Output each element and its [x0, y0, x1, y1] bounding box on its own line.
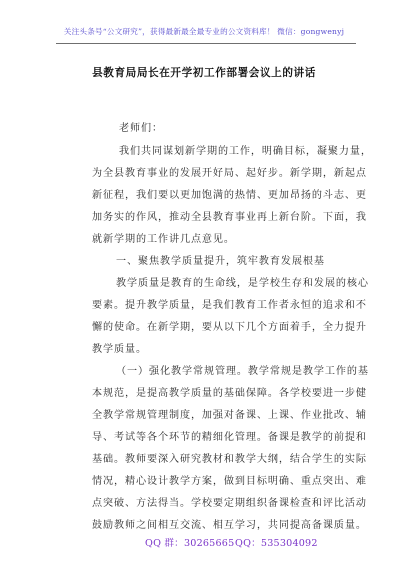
body-line: 基础。教师要深入研究教材和教学大纲，结合学生的实际 [92, 454, 367, 465]
body-line: 懈的使命。在新学期，要从以下几个方面着手，全力提升 [92, 322, 367, 333]
salutation: 老师们： [119, 123, 163, 134]
body-line: 就新学期的工作讲几点意见。 [92, 234, 235, 245]
document-title: 县教育局局长在开学初工作部署会议上的讲话 [92, 67, 316, 79]
body-line: 为全县教育事业的发展开好局、起好步。新学期，新起点 [92, 168, 367, 179]
body-line: 我们共同谋划新学期的工作，明确目标，凝聚力量， [119, 146, 372, 157]
footer-qq: QQ：535304092 [235, 538, 318, 549]
body-line: 要素。提升教学质量，是我们教育工作者永恒的追求和不 [92, 300, 367, 311]
footer-qq-group: QQ 群：30265665 [145, 538, 235, 549]
body-line: 加务实的作风，推动全县教育事业再上新台阶。下面，我 [92, 212, 367, 223]
body-line: 教学质量是教育的生命线，是学校生存和发展的核心 [116, 278, 369, 289]
section-heading: 一、聚焦教学质量提升，筑牢教育发展根基 [116, 256, 325, 267]
body-line: 新征程，我们要以更加饱满的热情、更加昂扬的斗志、更 [92, 190, 367, 201]
body-line: 教学质量。 [92, 344, 147, 355]
header-divider [56, 43, 356, 44]
header-promo-note: 关注头条号“公文研究”，获得最新最全最专业的公文资料库！ 微信：gongwenyj [63, 27, 345, 36]
body-line: 情况，精心设计教学方案，做到目标明确、重点突出、难 [92, 476, 367, 487]
body-line: 全教学常规管理制度，加强对备课、上课、作业批改、辅 [92, 410, 367, 421]
body-line: 本规范，是提高教学质量的基础保障。各学校要进一步健 [92, 388, 367, 399]
body-line: 鼓励教师之间相互交流、相互学习，共同提高备课质量。 [92, 520, 367, 531]
body-line: 点突破、方法得当。学校要定期组织备课检查和评比活动 [92, 498, 367, 509]
body-line: 导、考试等各个环节的精细化管理。备课是教学的前提和 [92, 432, 367, 443]
subsection-heading: （一）强化教学常规管理。教学常规是教学工作的基 [116, 366, 369, 377]
